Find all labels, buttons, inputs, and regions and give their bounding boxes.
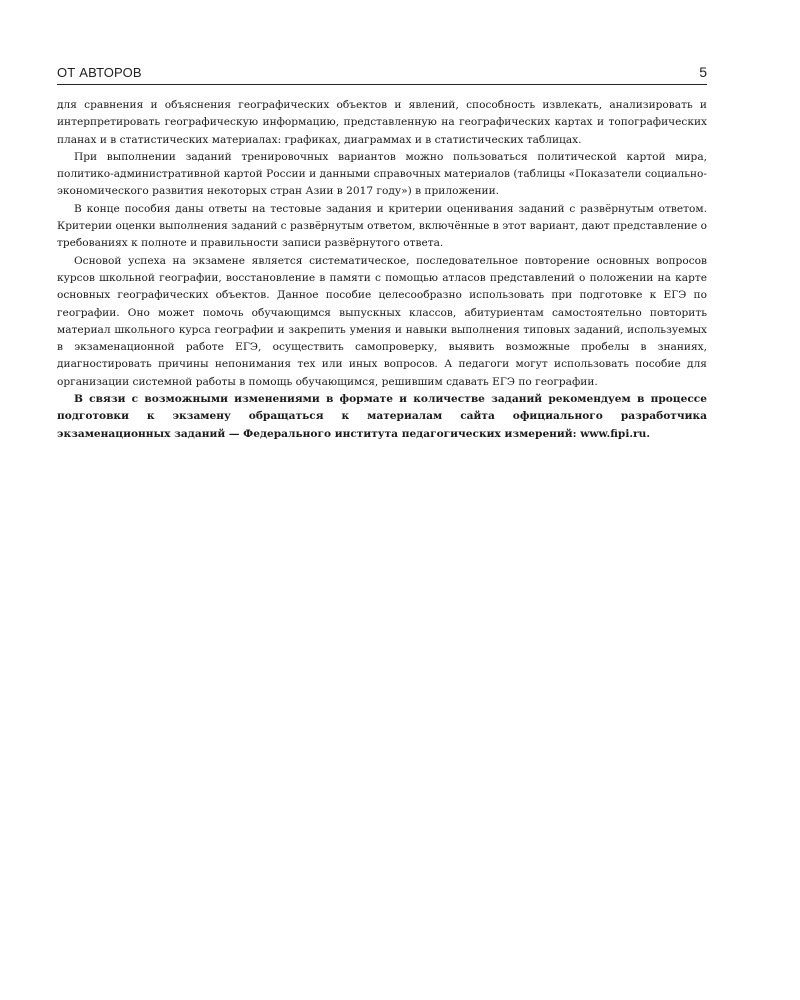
document-page (57, 62, 707, 443)
section-title: ОТ АВТОРОВ (57, 65, 142, 80)
paragraph-fipi-notice: В связи с возможными изменениями в формате и количестве заданий рекомендуем в процессе подготовки к экзамену обращаться к материалам сайта официального разработчика экзаменационных заданий — Федерального института педагогических измерений: www.fipi.ru. (57, 393, 707, 440)
body-text (57, 97, 707, 443)
paragraph-success: Основой успеха на экзамене является систематическое, последовательное повторение основных вопросов курсов школьной географии, восстановление в памяти с помощью атласов представлений о положении на карте основных географических объектов. Данное пособие целесообразно использовать при подготовке к ЕГЭ по географии. Оно может помочь обучающимся выпускных классов, абитуриентам самостоятельно повторить материал школьного курса географии и закрепить умения и навыки выполнения типовых заданий, используемых в экзаменационной работе ЕГЭ, осуществить самопроверку, выявить возможные пробелы в знаниях, диагностировать причины непонимания тех или иных вопросов. А педагоги могут использовать пособие для организации системной работы в помощь обучающимся, решившим сдавать ЕГЭ по географии. (57, 254, 707, 388)
paragraph-reference-materials: При выполнении заданий тренировочных вариантов можно пользоваться политической картой мира, политико-административной картой России и данными справочных материалов (таблицы «Показатели социально-экономического развития некоторых стран Азии в 2017 году») в приложении. (57, 150, 707, 198)
paragraph-continuation: для сравнения и объяснения географических объектов и явлений, способность извлекать, анализировать и интерпретировать географическую информацию, представленную на географических картах и топографических планах и в статистических материалах: графиках, диаграммах и в статистических таблицах. (57, 99, 707, 146)
running-header (57, 62, 707, 85)
page-number: 5 (699, 64, 707, 80)
paragraph-answers: В конце пособия даны ответы на тестовые задания и критерии оценивания заданий с развёрнутым ответом. Критерии оценки выполнения заданий с развёрнутым ответом, включённые в этот вариант, дают представление о требованиях к полноте и правильности записи развёрнутого ответа. (57, 202, 707, 250)
